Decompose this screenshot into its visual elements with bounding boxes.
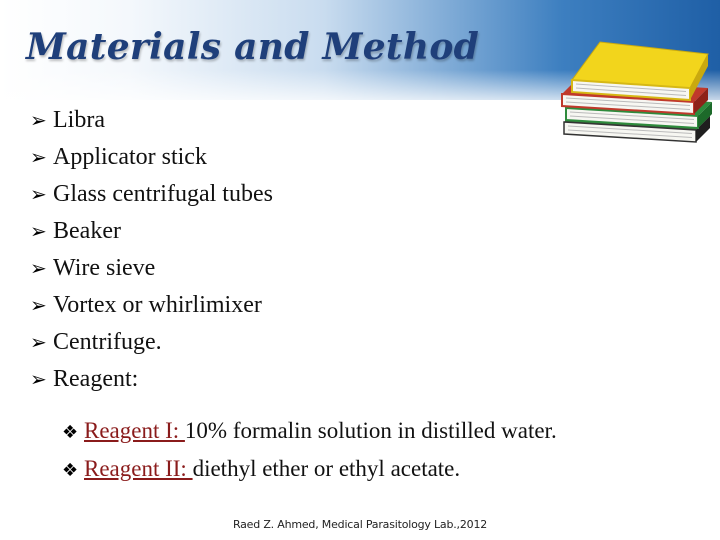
list-item (30, 213, 273, 250)
list-item (30, 324, 273, 361)
list-item (30, 287, 273, 324)
reagent-list (62, 412, 557, 488)
slide-title: Materials and Method (26, 26, 480, 68)
arrow-bullet-icon: ➢ (30, 367, 47, 391)
arrow-bullet-icon: ➢ (30, 182, 47, 206)
arrow-bullet-icon: ➢ (30, 108, 47, 132)
arrow-bullet-icon: ➢ (30, 256, 47, 280)
list-item-text: Beaker (53, 218, 121, 244)
list-item (30, 102, 273, 139)
materials-list (30, 102, 273, 398)
reagent-label: Reagent II: (84, 456, 193, 481)
reagent-item (62, 412, 557, 450)
books-stack-illustration (558, 34, 716, 152)
list-item-text: Glass centrifugal tubes (53, 181, 273, 207)
list-item (30, 250, 273, 287)
arrow-bullet-icon: ➢ (30, 293, 47, 317)
list-item-text: Centrifuge. (53, 329, 162, 355)
list-item (30, 139, 273, 176)
list-item-text: Applicator stick (53, 144, 207, 170)
list-item-text: Wire sieve (53, 255, 156, 281)
reagent-text: diethyl ether or ethyl acetate. (192, 456, 461, 481)
slide-footer: Raed Z. Ahmed, Medical Parasitology Lab.,2012 (232, 518, 488, 531)
book-yellow (572, 42, 708, 100)
reagent-text: 10% formalin solution in distilled water. (184, 418, 557, 443)
diamond-bullet-icon: ❖ (62, 460, 79, 481)
arrow-bullet-icon: ➢ (30, 145, 47, 169)
reagent-item (62, 450, 557, 488)
list-item-text: Libra (53, 107, 105, 133)
list-item-text: Reagent: (53, 366, 139, 392)
list-item (30, 361, 273, 398)
arrow-bullet-icon: ➢ (30, 330, 47, 354)
list-item (30, 176, 273, 213)
list-item-text: Vortex or whirlimixer (53, 292, 262, 318)
arrow-bullet-icon: ➢ (30, 219, 47, 243)
diamond-bullet-icon: ❖ (62, 422, 79, 443)
reagent-label: Reagent I: (84, 418, 185, 443)
